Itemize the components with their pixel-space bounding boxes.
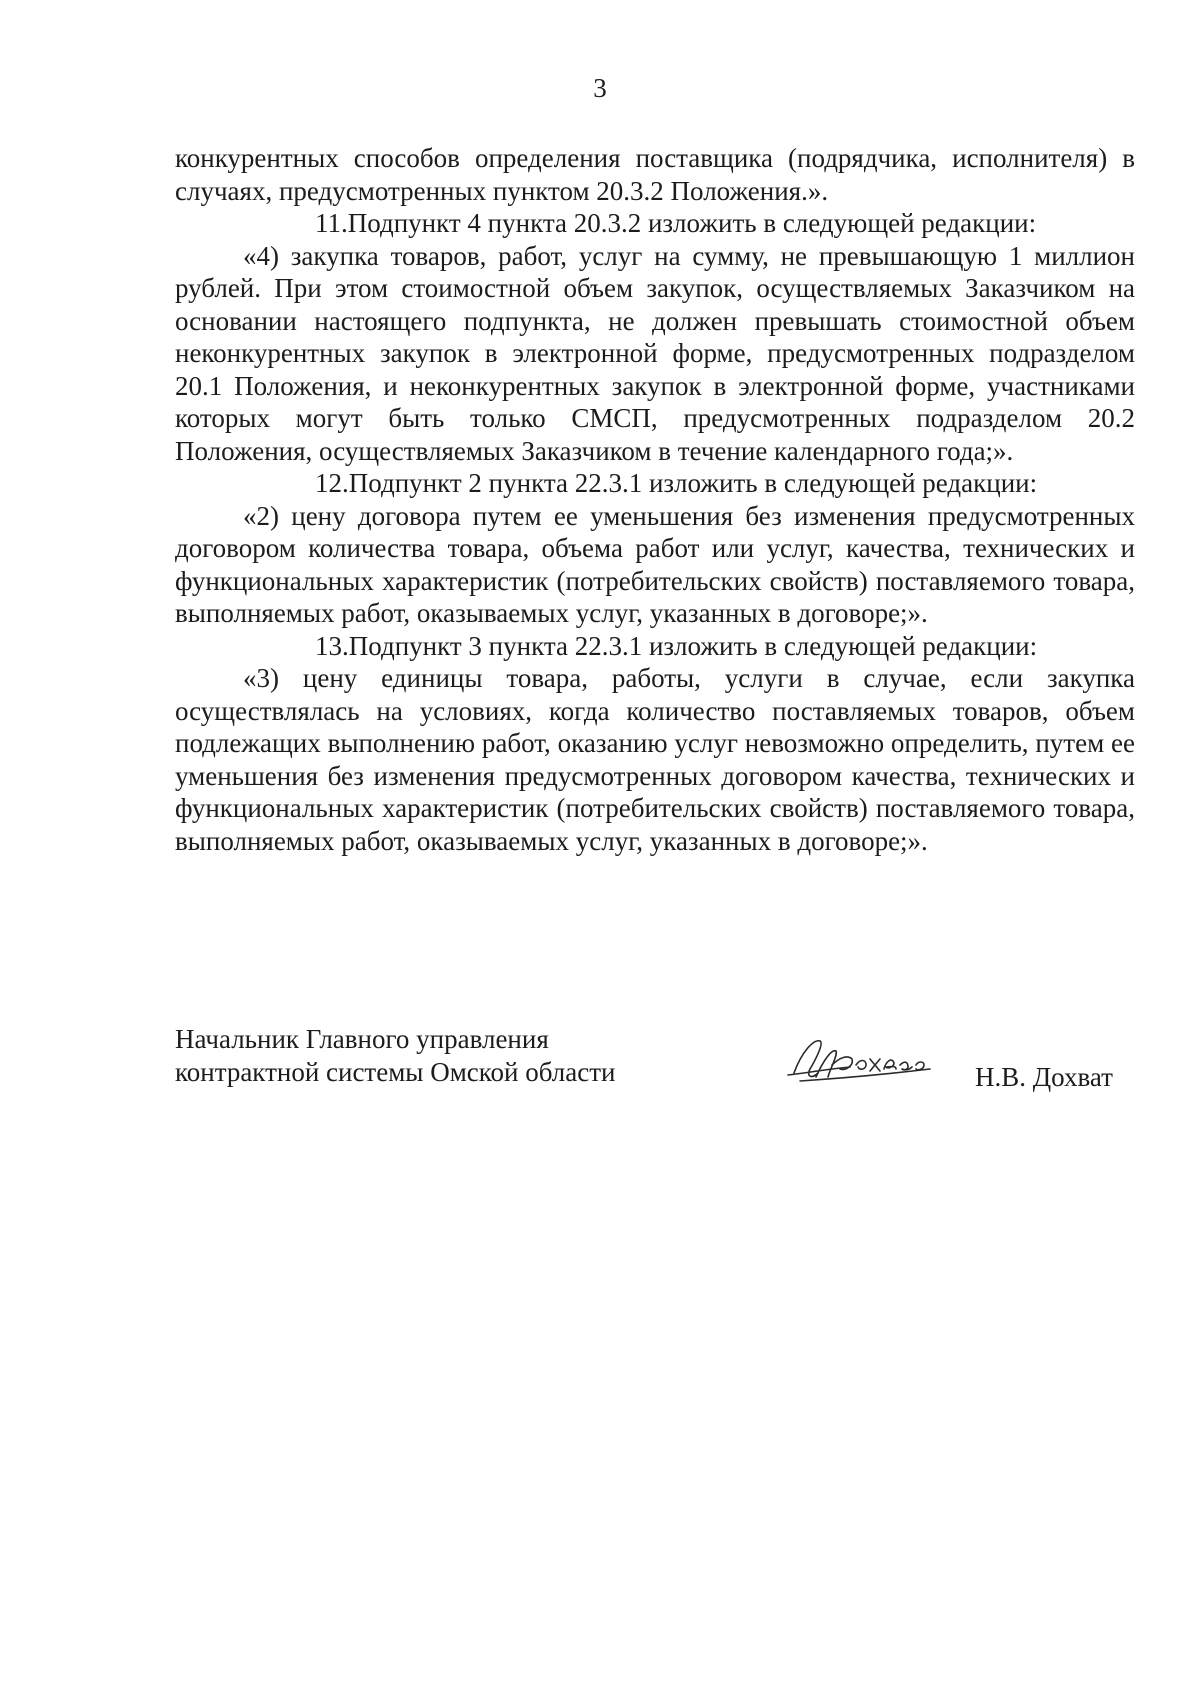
item-text: Подпункт 2 пункта 22.3.1 изложить в следующей редакции: xyxy=(348,468,1038,498)
paragraph-continuation: конкурентных способов определения поставщика (подрядчика, исполнителя) в случаях, предусмотренных пунктом 20.3.2 Положения.». xyxy=(175,143,1135,206)
amendment-item-11 xyxy=(175,207,1135,240)
signatory-name: Н.В. Дохват xyxy=(975,1062,1113,1092)
item-number: 11. xyxy=(315,208,348,238)
amendment-item-12 xyxy=(175,467,1135,500)
amendment-text-subclause-3: «3) цену единицы товара, работы, услуги в случае, если закупка осуществлялась на условиях, когда количество поставляемых товаров, объем подлежащих выполнению работ, оказанию услуг невозможно определить, путем ее уменьшения без изменения предусмотренных договором качества, технических и функциональных характеристик (потребительских свойств) поставляемого товара, выполняемых работ, оказываемых услуг, указанных в договоре;». xyxy=(175,663,1135,856)
signatory-position-line-1: Начальник Главного управления xyxy=(175,1024,549,1054)
handwritten-signature xyxy=(780,1029,940,1099)
amendment-text-subclause-2: «2) цену договора путем ее уменьшения без изменения предусмотренных договором количества товара, объема работ или услуг, качества, технических и функциональных характеристик (потребительских свойств) поставляемого товара, выполняемых работ, оказываемых услуг, указанных в договоре;». xyxy=(175,500,1135,628)
amendment-item-13 xyxy=(175,630,1135,663)
item-number: 13. xyxy=(315,630,349,661)
item-text: Подпункт 3 пункта 22.3.1 изложить в следующей редакции: xyxy=(348,630,1038,661)
amendment-text-subclause-4: «4) закупка товаров, работ, услуг на сумму, не превышающую 1 миллион рублей. При этом стоимостной объем закупок, осуществляемых Заказчиком на основании настоящего подпункта, не должен превышать стоимостной объем неконкурентных закупок в электронной форме, предусмотренных подразделом 20.1 Положения, и неконкурентных закупок в электронной форме, участниками которых могут быть только СМСП, предусмотренных подразделом 20.2 Положения, осуществляемых Заказчиком в течение календарного года;». xyxy=(175,240,1135,466)
signatory-position-line-2: контрактной системы Омской области xyxy=(175,1056,616,1087)
page-number: 3 xyxy=(593,73,607,103)
document-body xyxy=(175,142,1135,857)
signature-block xyxy=(175,1023,1135,1103)
signatory-position xyxy=(175,1023,695,1088)
item-number: 12. xyxy=(315,468,349,498)
item-text: Подпункт 4 пункта 20.3.2 изложить в следующей редакции: xyxy=(347,208,1037,238)
